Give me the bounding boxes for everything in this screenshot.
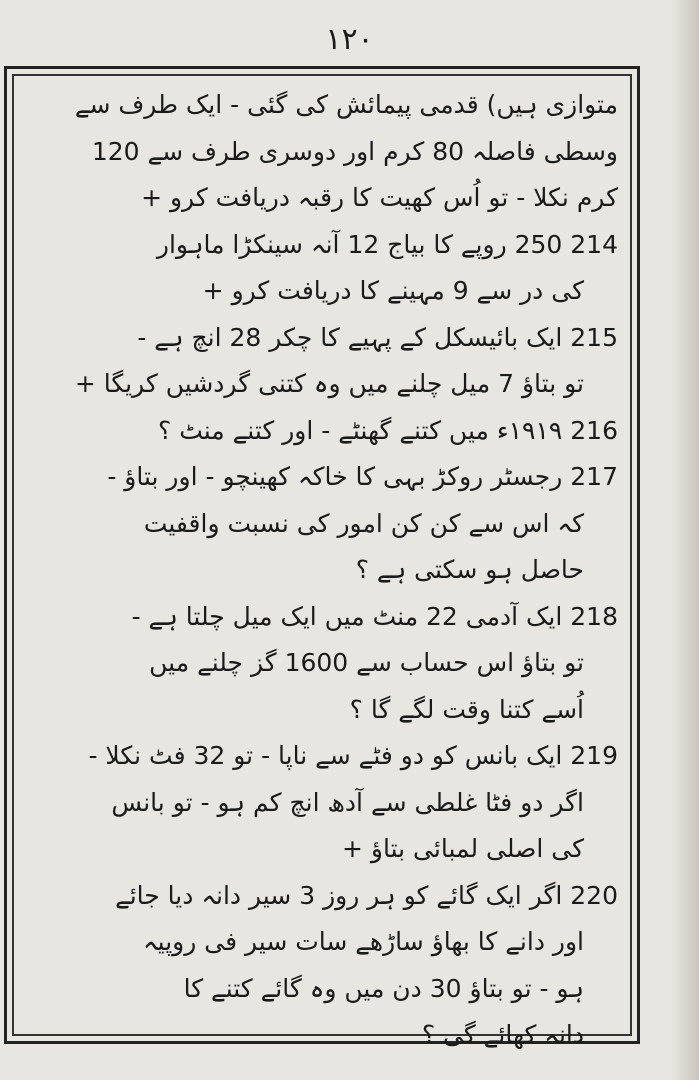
text-line: اگر دو فٹا غلطی سے آدھ انچ کم ہو - تو بانس [111, 787, 584, 817]
text-line: ہو - تو بتاؤ 30 دن میں وہ گائے کتنے کا [183, 973, 584, 1003]
page-number: ١٢٠ [325, 22, 374, 57]
text-line: کی اصلی لمبائی بتاؤ + [342, 834, 584, 863]
question-220: 220 اگر ایک گائے کو ہر روز 3 سیر دانہ دیا جائے [115, 880, 618, 910]
question-214: 214 250 روپے کا بیاج 12 آنہ سینکڑا ماہوار [156, 229, 618, 259]
text-line: دانہ کھائے گی ؟ [421, 1020, 584, 1049]
text-line: کہ اس سے کن کن امور کی نسبت واقفیت [143, 508, 584, 538]
text-line: حاصل ہو سکتی ہے ؟ [355, 555, 584, 584]
question-218: 218 ایک آدمی 22 منٹ میں ایک میل چلتا ہے - [131, 601, 618, 631]
text-line: اور دانے کا بھاؤ ساڑھے سات سیر فی روپیہ [143, 927, 584, 956]
question-217: 217 رجسٹر روکڑ بہی کا خاکہ کھینچو - اور بتاؤ - [107, 462, 618, 491]
question-215: 215 ایک بائیسکل کے پہیے کا چکر 28 انچ ہے - [137, 322, 618, 352]
text-line: اُسے کتنا وقت لگے گا ؟ [349, 694, 584, 724]
text-line: متوازی ہیں) قدمی پیمائش کی گئی - ایک طرف سے [74, 90, 618, 119]
text-line: تو بتاؤ اس حساب سے 1600 گز چلنے میں [149, 648, 584, 677]
text-line: کی در سے 9 مہینے کا دریافت کرو + [202, 276, 584, 305]
text-line: کرم نکلا - تو اُس کھیت کا رقبہ دریافت کرو + [141, 183, 618, 212]
question-219: 219 ایک بانس کو دو فٹے سے ناپا - تو 32 فٹ نکلا - [88, 741, 618, 770]
text-line: تو بتاؤ 7 میل چلنے میں وہ کتنی گردشیں کریگا + [74, 369, 584, 398]
question-216: 216 ۱۹۱۹ء میں کتنے گھنٹے - اور کتنے منٹ ؟ [158, 415, 618, 445]
text-block [28, 82, 618, 1049]
page-edge-shadow [671, 0, 699, 1080]
text-line: وسطی فاصلہ 80 کرم اور دوسری طرف سے 120 [91, 136, 618, 166]
